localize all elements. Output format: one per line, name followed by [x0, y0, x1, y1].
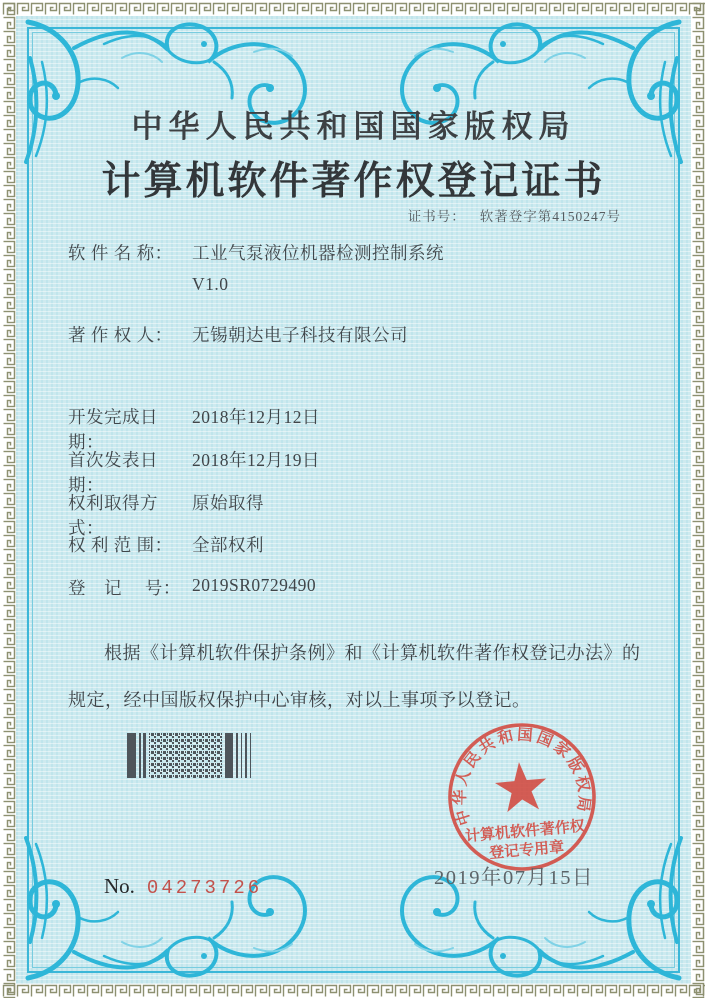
rights-scope: 全部权利	[192, 535, 264, 555]
first-publish-date: 2018年12月19日	[192, 450, 320, 470]
statement-line-2: 规定，经中国版权保护中心审核，对以上事项予以登记。	[68, 690, 531, 710]
field-label: 著 作 权 人：	[68, 325, 173, 345]
corner-ornament-bottom-left	[18, 832, 348, 982]
statement-line-1: 根据《计算机软件保护条例》和《计算机软件著作权登记办法》的	[104, 643, 641, 663]
field-row-copyright-owner	[68, 322, 408, 347]
registration-number: 2019SR0729490	[192, 575, 317, 595]
certificate-number-label: 证书号：	[407, 209, 466, 224]
meander-border-top	[2, 2, 705, 16]
field-label: 权 利 范 围：	[68, 535, 173, 555]
field-label: 首次发表日期：	[68, 450, 158, 495]
meander-border-bottom	[2, 984, 705, 998]
field-label: 登 记 号：	[68, 578, 181, 598]
dev-complete-date: 2018年12月12日	[192, 407, 320, 427]
serial-line	[104, 874, 262, 899]
acquisition-method: 原始取得	[192, 493, 264, 513]
official-seal	[437, 712, 607, 882]
seal-text-line-2: 登记专用章	[488, 839, 565, 863]
serial-label: No.	[104, 874, 135, 898]
seal-text-line-1: 计算机软件著作权	[464, 818, 586, 846]
field-value	[192, 240, 444, 295]
copyright-owner: 无锡朝达电子科技有限公司	[192, 325, 408, 345]
field-label: 权利取得方式：	[68, 493, 158, 538]
serial-number: 04273726	[146, 877, 263, 899]
certificate-number-value: 软著登字第4150247号	[479, 209, 621, 224]
field-row-software-name	[68, 240, 444, 295]
field-row-registration-number	[68, 575, 316, 600]
certificate-title: 计算机软件著作权登记证书	[101, 160, 606, 203]
certificate-number-line	[408, 205, 621, 225]
software-version: V1.0	[192, 274, 229, 294]
seal-ring-text: 中华人民共和国国家版权局	[451, 726, 593, 828]
registration-statement	[68, 630, 642, 724]
barcode-icon	[127, 733, 267, 778]
issue-date: 2019年07月15日	[434, 867, 594, 889]
field-label: 软 件 名 称：	[68, 243, 173, 263]
software-name: 工业气泵液位机器检测控制系统	[192, 243, 444, 263]
issuer-title: 中华人民共和国国家版权局	[131, 109, 576, 144]
field-row-rights-scope	[68, 532, 264, 557]
star-icon	[493, 760, 548, 813]
field-label: 开发完成日期：	[68, 407, 158, 452]
